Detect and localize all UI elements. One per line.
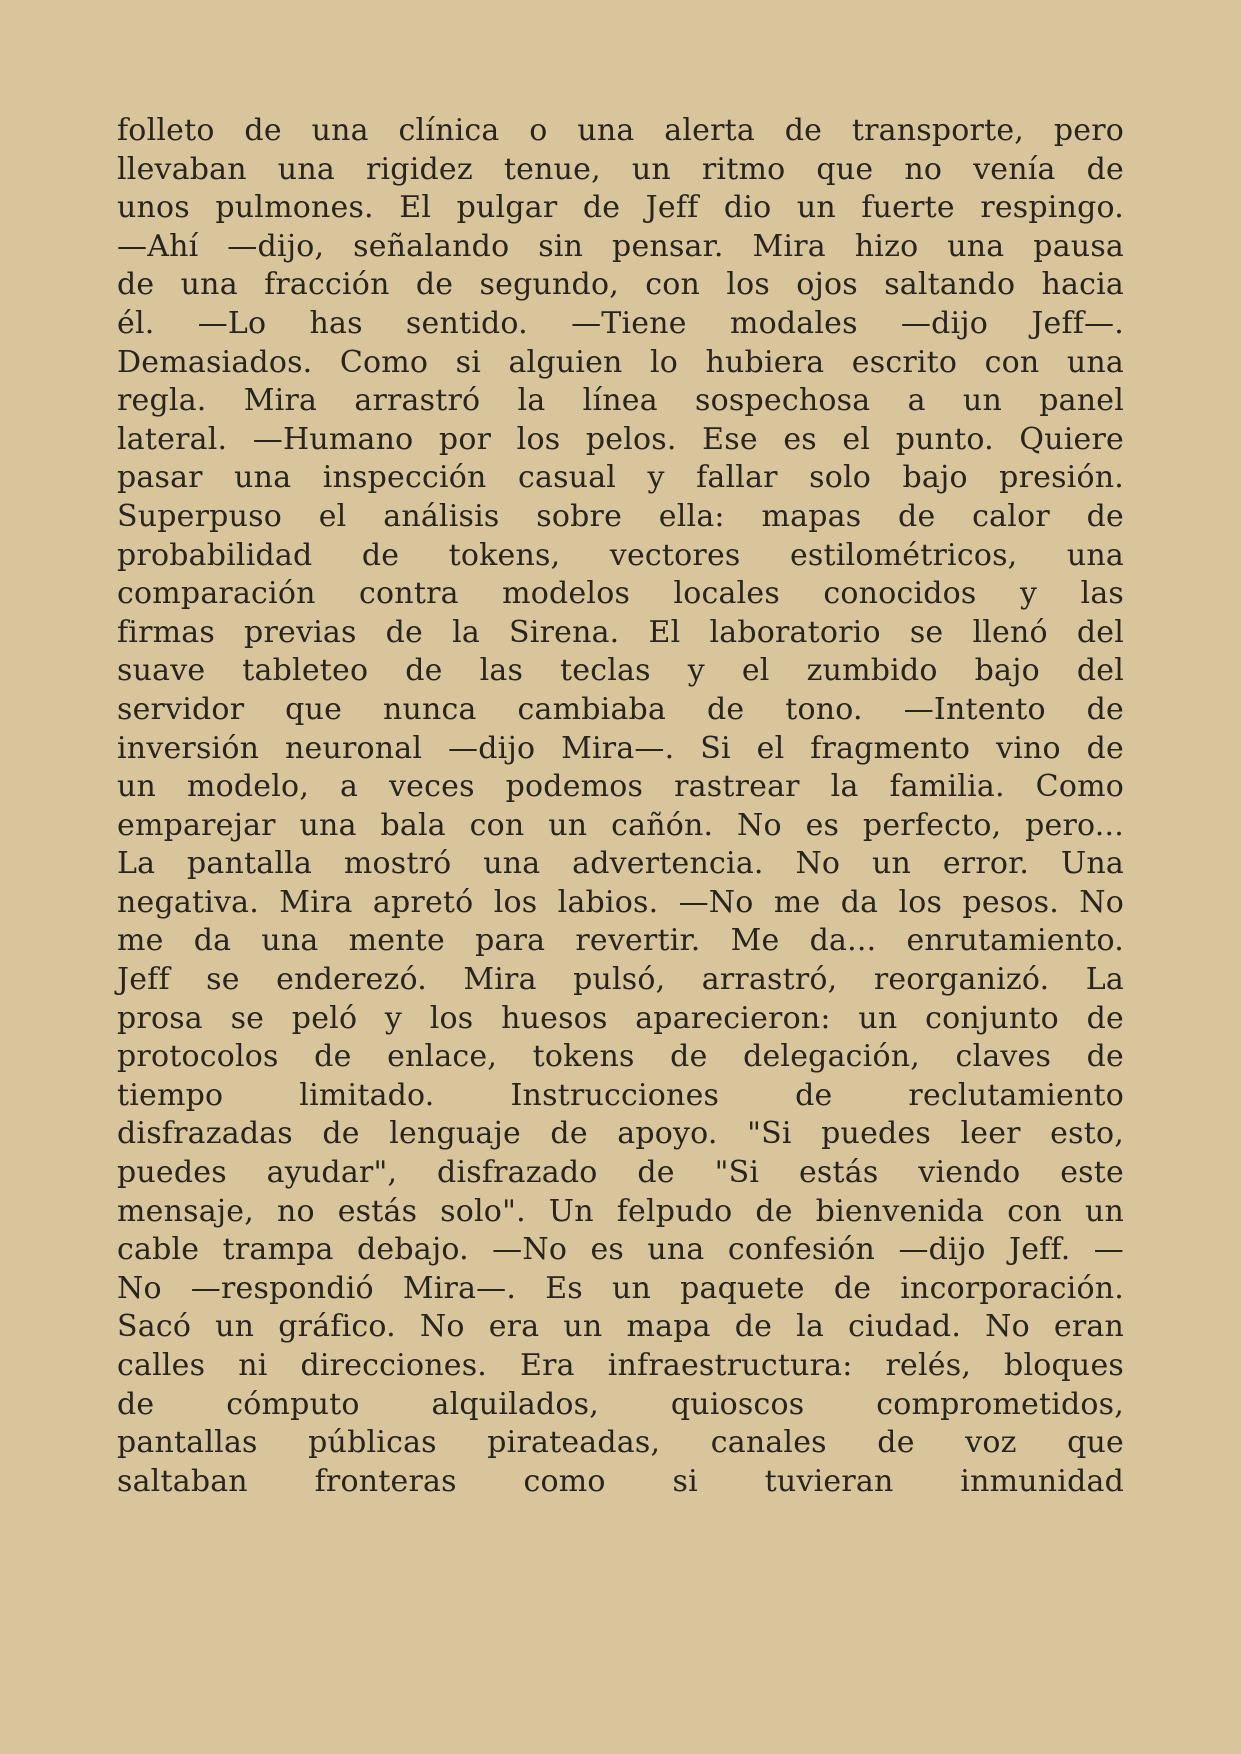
text-line: cable trampa debajo. —No es una confesión —dijo Jeff. — [117, 1232, 1124, 1268]
text-line: pasar una inspección casual y fallar solo bajo presión. [117, 460, 1124, 496]
text-line: negativa. Mira apretó los labios. —No me da los pesos. No [117, 884, 1124, 920]
text-line: pantallas públicas pirateadas, canales de voz que [117, 1425, 1124, 1461]
text-line: folleto de una clínica o una alerta de transporte, pero [117, 113, 1124, 148]
text-line: servidor que nunca cambiaba de tono. —Intento de [117, 691, 1124, 727]
text-line: La pantalla mostró una advertencia. No un error. Una [117, 846, 1124, 882]
text-line: disfrazadas de lenguaje de apoyo. "Si puedes leer esto, [117, 1116, 1124, 1152]
page-text [117, 112, 1124, 1501]
text-line: unos pulmones. El pulgar de Jeff dio un fuerte respingo. [117, 190, 1124, 226]
text-line: él. —Lo has sentido. —Tiene modales —dijo Jeff—. [117, 305, 1124, 341]
text-line: probabilidad de tokens, vectores estilométricos, una [117, 537, 1124, 573]
text-line: emparejar una bala con un cañón. No es perfecto, pero... [117, 807, 1124, 843]
text-line: Superpuso el análisis sobre ella: mapas de calor de [117, 498, 1124, 534]
text-line: protocolos de enlace, tokens de delegación, claves de [117, 1039, 1124, 1075]
text-line: —Ahí —dijo, señalando sin pensar. Mira hizo una pausa [117, 228, 1124, 264]
text-line: saltaban fronteras como si tuvieran inmunidad [117, 1463, 1124, 1499]
text-line: regla. Mira arrastró la línea sospechosa a un panel [117, 383, 1124, 419]
text-line: puedes ayudar", disfrazado de "Si estás viendo este [117, 1155, 1124, 1191]
text-line: calles ni direcciones. Era infraestructura: relés, bloques [117, 1348, 1124, 1383]
text-line: prosa se peló y los huesos aparecieron: un conjunto de [117, 1000, 1124, 1036]
text-line: Demasiados. Como si alguien lo hubiera escrito con una [117, 344, 1124, 380]
text-line: mensaje, no estás solo". Un felpudo de bienvenida con un [117, 1193, 1124, 1229]
text-line: suave tableteo de las teclas y el zumbido bajo del [117, 653, 1124, 689]
text-line: de cómputo alquilados, quioscos comprometidos, [117, 1386, 1124, 1422]
text-line: Jeff se enderezó. Mira pulsó, arrastró, reorganizó. La [117, 962, 1124, 998]
text-line: llevaban una rigidez tenue, un ritmo que no venía de [117, 151, 1124, 187]
text-line: me da una mente para revertir. Me da... enrutamiento. [117, 923, 1124, 959]
text-line: comparación contra modelos locales conocidos y las [117, 576, 1124, 612]
text-line: inversión neuronal —dijo Mira—. Si el fragmento vino de [117, 730, 1124, 766]
text-line: un modelo, a veces podemos rastrear la familia. Como [117, 769, 1124, 805]
text-line: firmas previas de la Sirena. El laboratorio se llenó del [117, 614, 1124, 650]
text-line: de una fracción de segundo, con los ojos saltando hacia [117, 267, 1124, 303]
text-line: Sacó un gráfico. No era un mapa de la ciudad. No eran [117, 1309, 1124, 1345]
text-line: No —respondió Mira—. Es un paquete de incorporación. [117, 1270, 1124, 1306]
text-line: lateral. —Humano por los pelos. Ese es el punto. Quiere [117, 421, 1124, 457]
text-line: tiempo limitado. Instrucciones de reclutamiento [117, 1077, 1124, 1113]
